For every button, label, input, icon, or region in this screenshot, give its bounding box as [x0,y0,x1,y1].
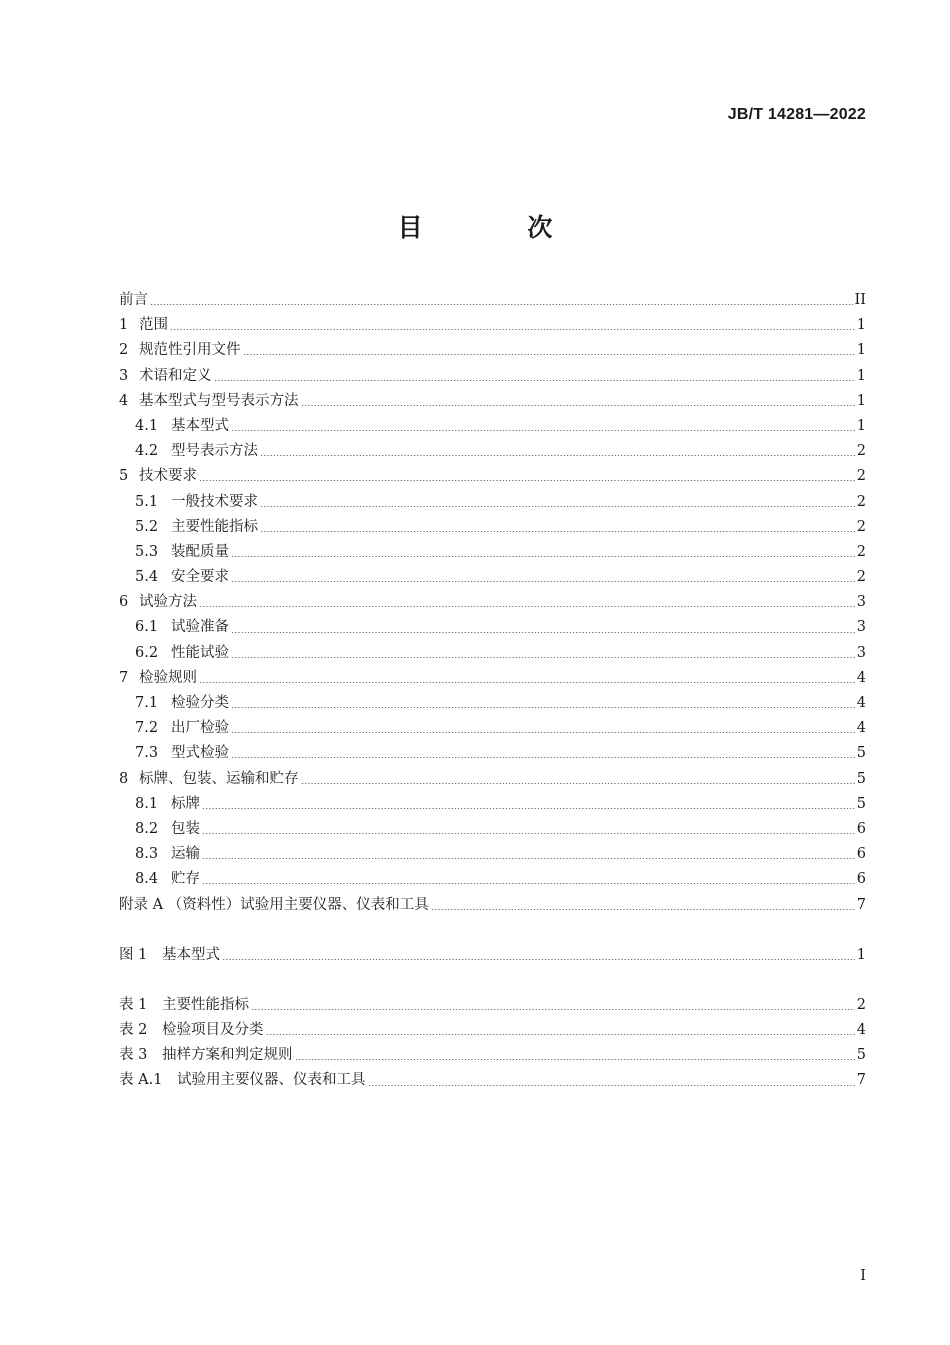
entry-number: 4.2 [135,443,159,460]
entry-page: 6 [856,820,866,837]
toc-entry[interactable] [119,691,866,716]
dot-leader [301,405,855,406]
entry-number: 5.2 [135,518,159,535]
entry-title: 出厂检验 [171,720,229,737]
entry-title: 标牌 [171,795,200,812]
entry-title: 术语和定义 [139,367,212,384]
toc-entry[interactable] [119,1068,866,1093]
entry-page: 7 [856,896,866,913]
dot-leader [150,304,853,305]
toc-entry[interactable] [119,565,866,590]
entry-number: 表 A.1 [119,1072,163,1089]
entry-number: 8.4 [135,871,159,888]
entry-title: 技术要求 [139,468,197,485]
entry-page: 4 [856,669,866,686]
entry-number: 4 [119,392,129,409]
entry-number: 8.2 [135,820,159,837]
entry-page: 3 [856,594,866,611]
entry-page: 6 [856,871,866,888]
toc-entry[interactable] [119,867,866,892]
entry-title: 试验准备 [171,619,229,636]
dot-leader [199,682,855,683]
entry-page: 2 [856,518,866,535]
entry-number: 4.1 [135,417,159,434]
entry-title: 贮存 [171,871,200,888]
entry-page: 4 [856,720,866,737]
toc-entry[interactable] [119,464,866,489]
entry-number: 7 [119,669,129,686]
entry-title: 标牌、包装、运输和贮存 [139,770,299,787]
dot-leader [202,883,855,884]
dot-leader [260,531,855,532]
toc-entry[interactable] [119,842,866,867]
entry-page: 2 [856,569,866,586]
dot-leader [251,1009,855,1010]
entry-page: 2 [856,996,866,1013]
toc-entry[interactable] [119,515,866,540]
entry-page: 6 [856,846,866,863]
entry-title: 抽样方案和判定规则 [162,1047,293,1064]
dot-leader [222,959,855,960]
entry-title: 基本型式 [162,946,220,963]
entry-page: 1 [856,417,866,434]
table-of-contents [119,288,866,1094]
entry-title: 前言 [119,292,148,308]
entry-page: 5 [856,770,866,787]
entry-title: 一般技术要求 [171,493,258,510]
page-number: I [860,1268,866,1284]
entry-title: 规范性引用文件 [139,342,241,359]
entry-page: 4 [856,1022,866,1039]
entry-page: 5 [856,745,866,762]
entry-number: 表 2 [119,1022,148,1039]
entry-number: 8.3 [135,846,159,863]
entry-number: 7.2 [135,720,159,737]
document-code: JB/T 14281—2022 [727,106,866,123]
entry-number: 5.3 [135,543,159,560]
dot-leader [202,808,855,809]
dot-leader [266,1034,855,1035]
dot-leader [231,632,855,633]
toc-entry[interactable] [119,338,866,363]
dot-leader [368,1085,855,1086]
page-title: 目 次 [397,213,601,242]
entry-title: 主要性能指标 [162,996,249,1013]
toc-entries [119,288,866,918]
toc-entry[interactable] [119,666,866,691]
dot-leader [243,354,855,355]
dot-leader [231,556,855,557]
toc-entry[interactable] [119,615,866,640]
entry-number: 7.1 [135,695,159,711]
toc-entry[interactable] [119,943,866,968]
entry-number: 7.3 [135,745,159,762]
entry-title: 附录 A （资料性）试验用主要仪器、仪表和工具 [119,896,429,913]
toc-entry[interactable] [119,389,866,414]
toc-entry[interactable] [119,439,866,464]
dot-leader [231,757,855,758]
entry-number: 图 1 [119,946,148,963]
dot-leader [231,732,855,733]
entry-number: 5.1 [135,493,159,510]
dot-leader [202,858,855,859]
entry-page: 5 [856,1047,866,1064]
dot-leader [202,833,855,834]
entry-page: 1 [856,342,866,359]
toc-entry[interactable] [119,741,866,766]
entry-number: 8.1 [135,795,159,812]
table-list [119,993,866,1094]
entry-number: 1 [119,317,129,334]
entry-title: 检验分类 [171,695,229,711]
entry-title: 型式检验 [171,745,229,762]
section-gap [119,918,866,943]
entry-title: 主要性能指标 [171,518,258,535]
toc-entry[interactable] [119,893,866,918]
entry-number: 3 [119,367,129,384]
entry-page: 1 [856,367,866,384]
entry-number: 8 [119,770,129,787]
dot-leader [231,707,855,708]
entry-number: 6 [119,594,129,611]
toc-entry[interactable] [119,540,866,565]
entry-page: 2 [856,493,866,510]
entry-title: 范围 [139,317,168,334]
entry-number: 5 [119,468,129,485]
entry-title: 检验项目及分类 [162,1022,264,1039]
toc-entry[interactable] [119,313,866,338]
dot-leader [199,606,855,607]
dot-leader [231,657,855,658]
entry-title: 基本型式与型号表示方法 [139,392,299,409]
dot-leader [301,783,855,784]
entry-title: 装配质量 [171,543,229,560]
entry-page: 1 [856,392,866,409]
entry-page: 5 [856,795,866,812]
dot-leader [295,1059,855,1060]
toc-entry[interactable] [119,767,866,792]
entry-title: 性能试验 [171,644,229,661]
entry-number: 6.1 [135,619,159,636]
dot-leader [214,380,855,381]
entry-title: 试验用主要仪器、仪表和工具 [177,1072,366,1089]
entry-page: 7 [856,1072,866,1089]
dot-leader [260,506,855,507]
toc-entry[interactable] [119,1018,866,1043]
entry-number: 6.2 [135,644,159,661]
toc-entry[interactable] [119,288,866,313]
toc-entry[interactable] [119,1043,866,1068]
entry-page: II [854,292,866,308]
entry-page: 1 [856,946,866,963]
entry-page: 4 [856,695,866,711]
entry-title: 基本型式 [171,417,229,434]
entry-page: 1 [856,317,866,334]
dot-leader [260,455,855,456]
entry-page: 2 [856,468,866,485]
toc-entry[interactable] [119,817,866,842]
toc-entry[interactable] [119,490,866,515]
entry-title: 检验规则 [139,669,197,686]
entry-title: 运输 [171,846,200,863]
entry-page: 2 [856,443,866,460]
entry-number: 表 1 [119,996,148,1013]
toc-entry[interactable] [119,993,866,1018]
entry-page: 3 [856,644,866,661]
dot-leader [431,909,855,910]
toc-entry[interactable] [119,641,866,666]
dot-leader [170,329,855,330]
entry-page: 2 [856,543,866,560]
dot-leader [231,430,855,431]
entry-page: 3 [856,619,866,636]
figure-list [119,943,866,968]
toc-entry[interactable] [119,590,866,615]
entry-number: 5.4 [135,569,159,586]
section-gap [119,968,866,993]
entry-title: 试验方法 [139,594,197,611]
toc-entry[interactable] [119,716,866,741]
dot-leader [199,480,855,481]
entry-title: 型号表示方法 [171,443,258,460]
dot-leader [231,581,855,582]
toc-entry[interactable] [119,364,866,389]
toc-entry[interactable] [119,792,866,817]
entry-number: 2 [119,342,129,359]
entry-number: 表 3 [119,1047,148,1064]
entry-title: 包装 [171,820,200,837]
toc-entry[interactable] [119,414,866,439]
entry-title: 安全要求 [171,569,229,586]
